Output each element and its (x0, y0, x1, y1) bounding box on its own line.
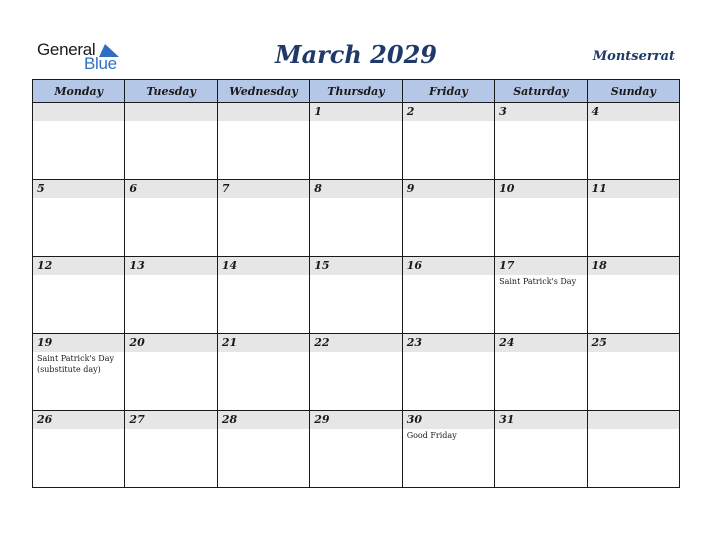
day-cell (125, 103, 217, 180)
holiday-label (218, 352, 309, 353)
day-number: 29 (310, 411, 401, 429)
day-number: 30 (403, 411, 494, 429)
holiday-label (310, 198, 401, 199)
day-number (125, 103, 216, 121)
day-cell (125, 411, 217, 488)
holiday-label (125, 352, 216, 353)
holiday-label (403, 275, 494, 276)
day-number: 4 (588, 103, 679, 121)
day-cell (217, 334, 309, 411)
holiday-label (403, 352, 494, 353)
day-number: 9 (403, 180, 494, 198)
holiday-label (495, 121, 586, 122)
day-cell (402, 334, 494, 411)
holiday-label (125, 121, 216, 122)
holiday-label (310, 429, 401, 430)
day-number: 18 (588, 257, 679, 275)
week-row (33, 411, 680, 488)
day-cell (587, 411, 679, 488)
day-number: 16 (403, 257, 494, 275)
day-cell (33, 257, 125, 334)
day-cell (587, 257, 679, 334)
day-cell (310, 411, 402, 488)
day-cell (125, 257, 217, 334)
day-number: 22 (310, 334, 401, 352)
weekday-header: Thursday (310, 80, 402, 103)
day-cell (402, 257, 494, 334)
day-cell (495, 180, 587, 257)
day-number: 19 (33, 334, 124, 352)
holiday-label (495, 198, 586, 199)
holiday-label (403, 121, 494, 122)
weekday-header: Wednesday (217, 80, 309, 103)
day-cell (33, 180, 125, 257)
day-number: 26 (33, 411, 124, 429)
day-cell (33, 334, 125, 411)
holiday-label (33, 429, 124, 430)
weekday-header: Tuesday (125, 80, 217, 103)
holiday-label (33, 198, 124, 199)
holiday-label (495, 352, 586, 353)
day-number: 8 (310, 180, 401, 198)
day-number: 24 (495, 334, 586, 352)
holiday-label (310, 275, 401, 276)
calendar-title: March 2029 (275, 40, 437, 69)
day-number: 17 (495, 257, 586, 275)
holiday-label (403, 198, 494, 199)
day-number: 27 (125, 411, 216, 429)
day-cell (217, 257, 309, 334)
day-cell (402, 411, 494, 488)
holiday-label (125, 429, 216, 430)
week-row (33, 103, 680, 180)
day-cell (495, 334, 587, 411)
day-cell (402, 103, 494, 180)
day-cell (217, 411, 309, 488)
day-number (588, 411, 679, 429)
holiday-label (310, 121, 401, 122)
calendar-grid (32, 79, 680, 488)
day-number: 14 (218, 257, 309, 275)
day-cell (402, 180, 494, 257)
holiday-label (218, 429, 309, 430)
day-number: 20 (125, 334, 216, 352)
day-cell (587, 180, 679, 257)
day-cell (310, 257, 402, 334)
day-cell (310, 334, 402, 411)
day-number: 28 (218, 411, 309, 429)
day-cell (217, 180, 309, 257)
day-number: 15 (310, 257, 401, 275)
day-number: 1 (310, 103, 401, 121)
holiday-label (33, 275, 124, 276)
day-number: 11 (588, 180, 679, 198)
day-cell (125, 180, 217, 257)
day-cell (125, 334, 217, 411)
holiday-label (218, 275, 309, 276)
holiday-label (588, 429, 679, 430)
holiday-label (588, 352, 679, 353)
holiday-label (218, 121, 309, 122)
weekday-header: Saturday (495, 80, 587, 103)
day-cell (217, 103, 309, 180)
day-cell (310, 180, 402, 257)
day-cell (310, 103, 402, 180)
holiday-label (588, 121, 679, 122)
day-number: 13 (125, 257, 216, 275)
holiday-label (125, 275, 216, 276)
day-number: 3 (495, 103, 586, 121)
country-name: Montserrat (592, 49, 675, 64)
day-number: 7 (218, 180, 309, 198)
week-row (33, 257, 680, 334)
holiday-label (588, 198, 679, 199)
day-number (33, 103, 124, 121)
weekday-header: Monday (33, 80, 125, 103)
day-cell (587, 103, 679, 180)
day-number: 2 (403, 103, 494, 121)
day-number: 10 (495, 180, 586, 198)
day-number: 5 (33, 180, 124, 198)
day-cell (33, 411, 125, 488)
weekday-header-row (33, 80, 680, 103)
day-number: 12 (33, 257, 124, 275)
day-cell (33, 103, 125, 180)
holiday-label (310, 352, 401, 353)
holiday-label: Saint Patrick's Day (499, 277, 577, 286)
day-number: 31 (495, 411, 586, 429)
holiday-label (218, 198, 309, 199)
day-number (218, 103, 309, 121)
weekday-header: Sunday (587, 80, 679, 103)
holiday-label (33, 121, 124, 122)
day-cell (495, 257, 587, 334)
logo-general-text: General (37, 40, 96, 59)
day-cell (587, 334, 679, 411)
day-number: 25 (588, 334, 679, 352)
day-cell (495, 103, 587, 180)
day-number: 21 (218, 334, 309, 352)
weekday-header: Friday (402, 80, 494, 103)
holiday-label: Saint Patrick's Day (substitute day) (37, 354, 114, 374)
day-number: 6 (125, 180, 216, 198)
week-row (33, 334, 680, 411)
day-number: 23 (403, 334, 494, 352)
logo-blue-text: Blue (84, 54, 117, 73)
holiday-label (125, 198, 216, 199)
holiday-label (495, 429, 586, 430)
week-row (33, 180, 680, 257)
holiday-label: Good Friday (406, 431, 457, 440)
holiday-label (588, 275, 679, 276)
day-cell (495, 411, 587, 488)
